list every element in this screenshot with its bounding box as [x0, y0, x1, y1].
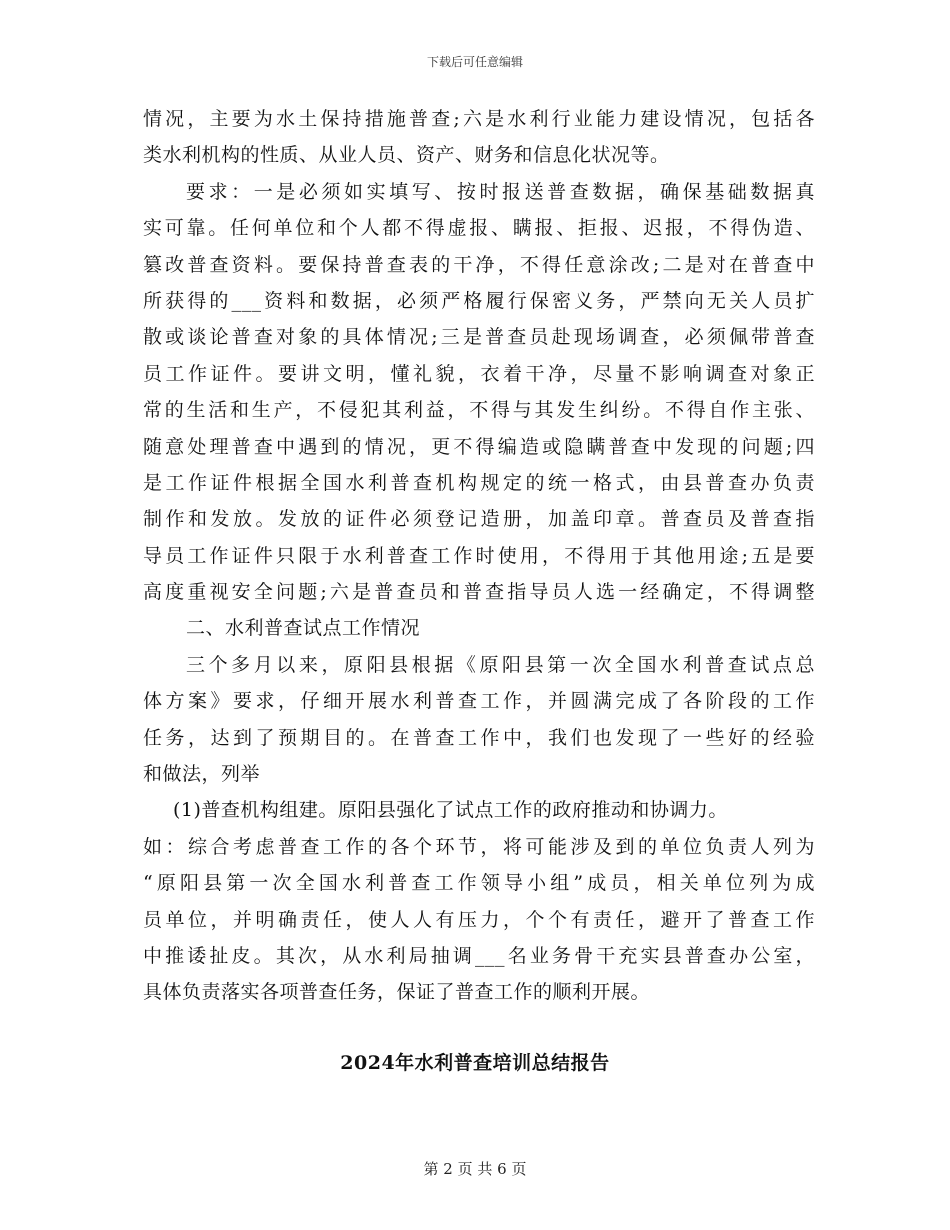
body-text: [143, 101, 815, 1011]
text-line: 常的生活和生产，不侵犯其利益，不得与其发生纠纷。不得自作主张、: [143, 399, 815, 422]
text-line: 篡改普查资料。要保持普查表的干净，不得任意涂改;二是对在普查中: [143, 253, 815, 276]
text-line: 情况，主要为水土保持措施普查;六是水利行业能力建设情况，包括各: [143, 108, 815, 130]
text-line: 具体负责落实各项普查任务，保证了普查工作的顺利开展。: [143, 981, 651, 1004]
text-line: 所获得的___资料和数据，必须严格履行保密义务，严禁向无关人员扩: [143, 289, 815, 312]
text-line: 高度重视安全问题;六是普查员和普查指导员人选一经确定，不得调整: [143, 581, 815, 604]
text-line: 员单位，并明确责任，使人人有压力，个个有责任，避开了普查工作: [143, 908, 815, 931]
text-line: 实可靠。任何单位和个人都不得虚报、瞒报、拒报、迟报，不得伪造、: [143, 217, 815, 240]
text-line: 和做法，列举: [143, 763, 261, 786]
text-line: 类水利机构的性质、从业人员、资产、财务和信息化状况等。: [143, 144, 670, 167]
text-line: 要求：一是必须如实填写、按时报送普查数据，确保基础数据真: [186, 180, 815, 203]
text-line: “原阳县第一次全国水利普查工作领导小组”成员，相关单位列为成: [143, 872, 815, 895]
section-heading: 二、水利普查试点工作情况: [186, 617, 421, 640]
text-line: 任务，达到了预期目的。在普查工作中，我们也发现了一些好的经验: [143, 726, 815, 749]
text-line: 三个多月以来，原阳县根据《原阳县第一次全国水利普查试点总: [186, 653, 815, 676]
page-number: 第 2 页 共 6 页: [423, 1160, 527, 1178]
text-line: 中推诿扯皮。其次，从水利局抽调___名业务骨干充实县普查办公室，: [143, 944, 815, 967]
text-line: (1)普查机构组建。原阳县强化了试点工作的政府推动和协调力。: [173, 799, 728, 822]
text-line: 员工作证件。要讲文明，懂礼貌，衣着干净，尽量不影响调查对象正: [143, 362, 815, 385]
text-line: 随意处理普查中遇到的情况，更不得编造或隐瞒普查中发现的问题;四: [143, 435, 815, 458]
text-line: 导员工作证件只限于水利普查工作时使用，不得用于其他用途;五是要: [143, 544, 815, 567]
text-line: 是工作证件根据全国水利普查机构规定的统一格式，由县普查办负责: [143, 471, 815, 494]
section-title: 2024年水利普查培训总结报告: [340, 1052, 610, 1074]
page-header-note: 下载后可任意编辑: [426, 55, 523, 69]
text-line: 制作和发放。发放的证件必须登记造册，加盖印章。普查员及普查指: [143, 508, 815, 531]
text-line: 散或谈论普查对象的具体情况;三是普查员赴现场调查，必须佩带普查: [143, 326, 815, 349]
text-line: 体方案》要求，仔细开展水利普查工作，并圆满完成了各阶段的工作: [143, 690, 815, 713]
text-line: 如：综合考虑普查工作的各个环节，将可能涉及到的单位负责人列为: [143, 835, 815, 858]
